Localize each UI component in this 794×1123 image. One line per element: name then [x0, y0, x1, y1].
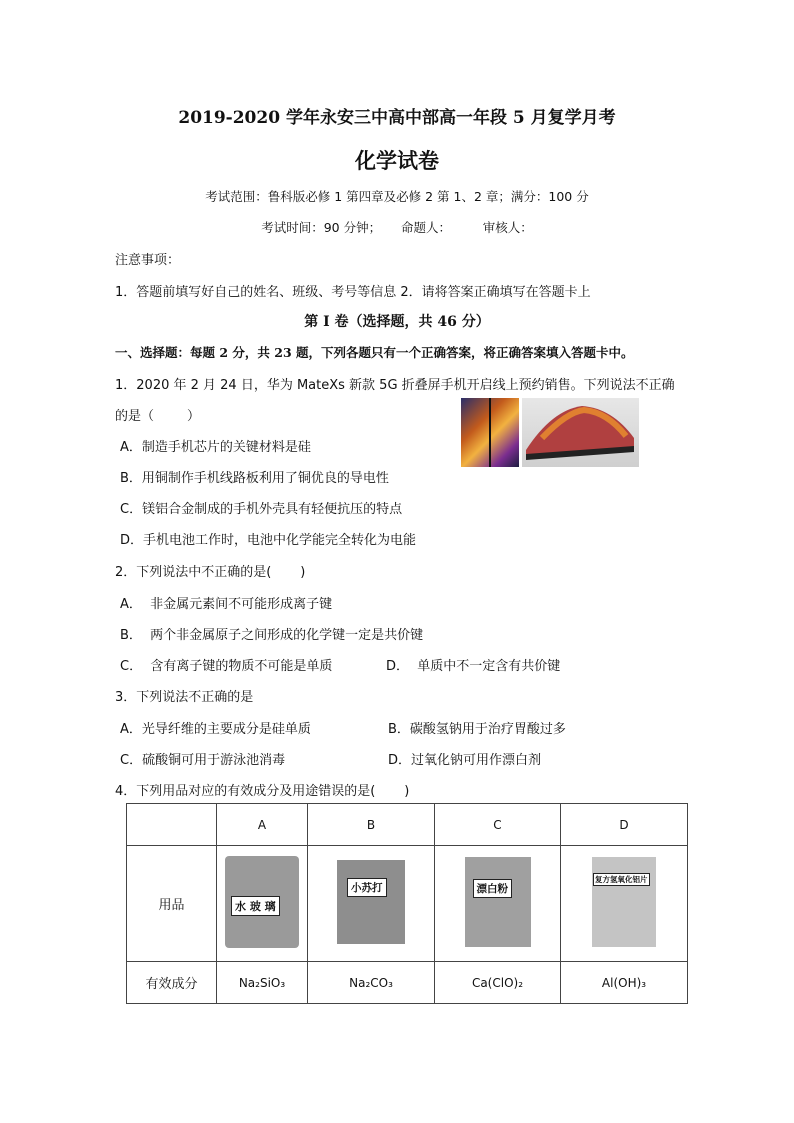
header-cell-d: D: [561, 804, 688, 846]
q2-option-b: B． 两个非金属原子之间形成的化学键一定是共价键: [120, 628, 424, 643]
component-cell-c: Ca(ClO)₂: [435, 962, 561, 1004]
baking-soda-label: 小苏打: [347, 878, 387, 897]
q4-stem: 4．下列用品对应的有效成分及用途错误的是( ): [115, 784, 410, 799]
q3-option-c: C．硫酸铜可用于游泳池消毒: [120, 753, 286, 768]
aluminum-hydroxide-label: 复方氢氧化铝片: [595, 875, 648, 884]
product-cell-d: [561, 846, 688, 962]
q3-option-a: A．光导纤维的主要成分是硅单质: [120, 722, 311, 737]
q2-option-c: C． 含有离子键的物质不可能是单质: [120, 659, 333, 674]
q2-option-a: A． 非金属元素间不可能形成离子键: [120, 597, 333, 612]
exam-time: 考试时间：90 分钟； 命题人： 审核人：: [261, 220, 533, 235]
water-glass-label: 水 玻 璃: [231, 896, 280, 916]
q1-option-a: A．制造手机芯片的关键材料是硅: [120, 440, 311, 455]
table-header-row: [127, 804, 688, 846]
bleaching-powder-image: [465, 857, 531, 947]
exam-subtitle: 化学试卷: [355, 148, 439, 173]
header-cell-a: A: [217, 804, 308, 846]
q3-option-d: D．过氧化钠可用作漂白剂: [388, 753, 542, 768]
header-cell-empty: [127, 804, 217, 846]
section-title: 第 I 卷（选择题，共 46 分）: [304, 314, 490, 330]
exam-scope: 考试范围：鲁科版必修 1 第四章及必修 2 第 1、2 章；满分：100 分: [205, 189, 589, 204]
q1-stem-line2: 的是（ ）: [115, 409, 201, 424]
phone-front-image: [461, 398, 519, 467]
row-label-products: 用品: [127, 846, 217, 962]
component-cell-d: Al(OH)₃: [561, 962, 688, 1004]
aluminum-hydroxide-image: [592, 857, 656, 947]
q3-stem: 3．下列说法不正确的是: [115, 690, 254, 705]
header-cell-b: B: [308, 804, 435, 846]
product-cell-a: [217, 846, 308, 962]
component-cell-b: Na₂CO₃: [308, 962, 435, 1004]
notes-text: 1．答题前填写好自己的姓名、班级、考号等信息 2．请将答案正确填写在答题卡上: [115, 285, 591, 300]
water-glass-image: [225, 856, 299, 948]
q3-option-b: B．碳酸氢钠用于治疗胃酸过多: [388, 722, 566, 737]
notes-heading: 注意事项：: [115, 253, 181, 268]
product-cell-b: [308, 846, 435, 962]
q4-table: [126, 803, 688, 1004]
section-instruction: 一、选择题：每题 2 分，共 23 题，下列各题只有一个正确答案，将正确答案填入答题卡中。: [115, 345, 634, 360]
component-cell-a: Na₂SiO₃: [217, 962, 308, 1004]
q1-option-b: B．用铜制作手机线路板利用了铜优良的导电性: [120, 471, 389, 486]
q1-option-c: C．镁铝合金制成的手机外壳具有轻便抗压的特点: [120, 502, 403, 517]
exam-title: 2019-2020 学年永安三中高中部高一年段 5 月复学月考: [178, 108, 616, 128]
q2-option-d: D． 单质中不一定含有共价键: [386, 659, 561, 674]
q2-stem: 2．下列说法中不正确的是( ): [115, 565, 306, 580]
product-cell-c: [435, 846, 561, 962]
baking-soda-image: [337, 860, 405, 944]
phone-folded-image: [522, 398, 639, 467]
q1-stem-line1: 1．2020 年 2 月 24 日，华为 MateXs 新款 5G 折叠屏手机开启线上预约销售。下列说法不正确: [115, 378, 675, 393]
bleaching-powder-label: 漂白粉: [473, 879, 513, 898]
row-label-components: 有效成分: [127, 962, 217, 1004]
header-cell-c: C: [435, 804, 561, 846]
q1-option-d: D．手机电池工作时，电池中化学能完全转化为电能: [120, 533, 417, 548]
table-row-products: [127, 846, 688, 962]
table-row-components: [127, 962, 688, 1004]
